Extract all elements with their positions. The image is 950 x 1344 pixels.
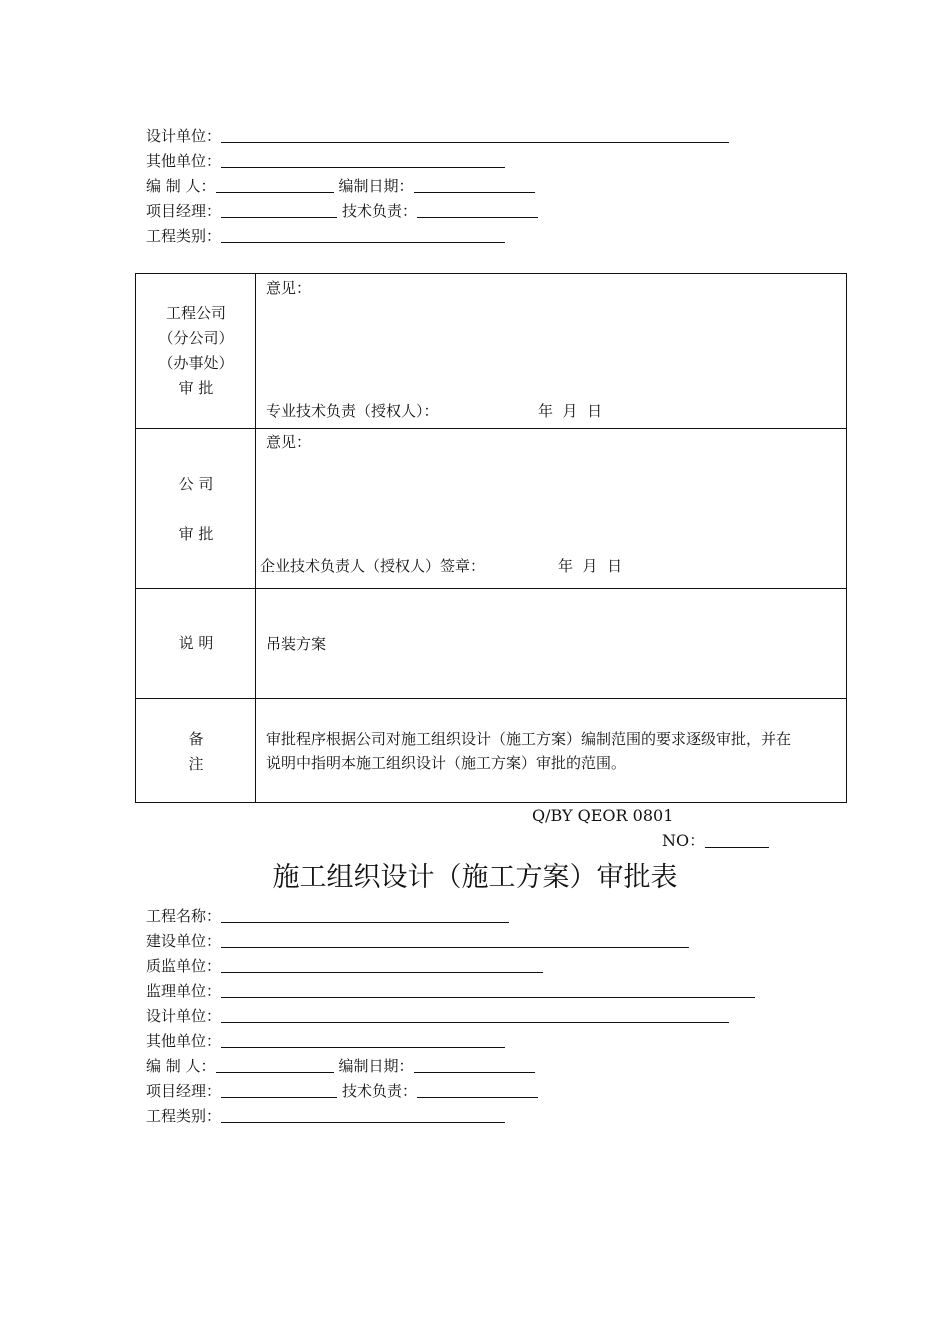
other-unit-field-2[interactable] (221, 1032, 505, 1048)
project-type-row-2 (146, 1106, 505, 1126)
compile-date-label-2: 编制日期： (338, 1057, 414, 1075)
branch-date-label: 年 月 日 (538, 402, 603, 420)
remarks-content-line-1: 审批程序根据公司对施工组织设计（施工方案）编制范围的要求逐级审批，并在 (266, 730, 792, 748)
remarks-label-line-1: 备 (188, 730, 204, 748)
pm-field[interactable] (221, 202, 337, 218)
design-unit-row (146, 126, 729, 146)
table-row-company-approval (136, 429, 846, 589)
number-row (662, 831, 769, 851)
description-content-cell[interactable] (256, 589, 846, 698)
design-unit-label: 设计单位： (146, 127, 222, 145)
description-content: 吊装方案 (266, 635, 327, 653)
remarks-label-cell (136, 699, 256, 803)
compile-date-field[interactable] (414, 177, 535, 193)
project-name-field[interactable] (221, 907, 509, 923)
supervision-unit-label: 监理单位： (146, 982, 222, 1000)
compiler-field[interactable] (216, 177, 334, 193)
branch-opinion-label: 意见： (266, 279, 312, 297)
branch-approval-content-cell[interactable] (256, 274, 846, 428)
other-unit-row-2 (146, 1031, 505, 1051)
build-unit-row (146, 931, 689, 951)
other-unit-field[interactable] (221, 152, 505, 168)
pm-field-2[interactable] (221, 1082, 337, 1098)
pm-row (146, 201, 538, 221)
branch-approval-line-3: （办事处） (158, 354, 234, 372)
quality-unit-label: 质监单位： (146, 957, 222, 975)
quality-unit-field[interactable] (221, 957, 543, 973)
branch-approval-line-4: 审 批 (178, 379, 214, 397)
table-row-description (136, 589, 846, 699)
branch-approval-label-cell (136, 274, 256, 428)
other-unit-label: 其他单位： (146, 152, 222, 170)
document-code: Q/BY QEOR 0801 (532, 806, 674, 825)
other-unit-label-2: 其他单位： (146, 1032, 222, 1050)
tech-lead-field-2[interactable] (417, 1082, 538, 1098)
remarks-label-line-2: 注 (188, 755, 204, 773)
company-approval-line-1: 公 司 (178, 475, 214, 493)
remarks-content-cell (256, 699, 846, 803)
table-row-branch-approval (136, 274, 846, 429)
build-unit-label: 建设单位： (146, 932, 222, 950)
company-approval-content-cell[interactable] (256, 429, 846, 588)
tech-lead-field[interactable] (417, 202, 538, 218)
project-type-label: 工程类别： (146, 227, 222, 245)
compiler-field-2[interactable] (216, 1057, 334, 1073)
company-approval-line-2: 审 批 (178, 525, 214, 543)
design-unit-row-2 (146, 1006, 729, 1026)
compile-date-label: 编制日期： (338, 177, 414, 195)
design-unit-label-2: 设计单位： (146, 1007, 222, 1025)
quality-unit-row (146, 956, 543, 976)
compiler-label-2: 编 制 人： (146, 1057, 216, 1075)
pm-label-2: 项目经理： (146, 1082, 222, 1100)
branch-approval-line-1: 工程公司 (165, 304, 226, 322)
compiler-row (146, 176, 535, 196)
company-approval-label-cell (136, 429, 256, 588)
pm-row-2 (146, 1081, 538, 1101)
compiler-row-2 (146, 1056, 535, 1076)
remarks-content-line-2: 说明中指明本施工组织设计（施工方案）审批的范围。 (266, 754, 627, 772)
company-opinion-label: 意见： (266, 433, 312, 451)
description-label: 说 明 (178, 634, 214, 652)
design-unit-field[interactable] (221, 127, 729, 143)
page-title: 施工组织设计（施工方案）审批表 (272, 862, 678, 893)
project-type-label-2: 工程类别： (146, 1107, 222, 1125)
number-field[interactable] (705, 832, 769, 848)
branch-approval-line-2: （分公司） (158, 329, 234, 347)
company-signer-label: 企业技术负责人（授权人）签章： (260, 557, 486, 575)
pm-label: 项目经理： (146, 202, 222, 220)
branch-signer-label: 专业技术负责（授权人）： (266, 402, 439, 420)
table-row-remarks (136, 699, 846, 803)
supervision-unit-field[interactable] (221, 982, 755, 998)
company-date-label: 年 月 日 (558, 557, 623, 575)
project-name-row (146, 906, 509, 926)
supervision-unit-row (146, 981, 755, 1001)
tech-lead-label-2: 技术负责： (342, 1082, 418, 1100)
description-label-cell (136, 589, 256, 698)
project-type-field-2[interactable] (221, 1107, 505, 1123)
approval-table (135, 273, 847, 803)
compiler-label: 编 制 人： (146, 177, 216, 195)
project-name-label: 工程名称： (146, 907, 222, 925)
tech-lead-label: 技术负责： (342, 202, 418, 220)
project-type-row (146, 226, 505, 246)
build-unit-field[interactable] (221, 932, 689, 948)
other-unit-row (146, 151, 505, 171)
number-label: NO： (662, 831, 706, 850)
project-type-field[interactable] (221, 227, 505, 243)
compile-date-field-2[interactable] (414, 1057, 535, 1073)
design-unit-field-2[interactable] (221, 1007, 729, 1023)
